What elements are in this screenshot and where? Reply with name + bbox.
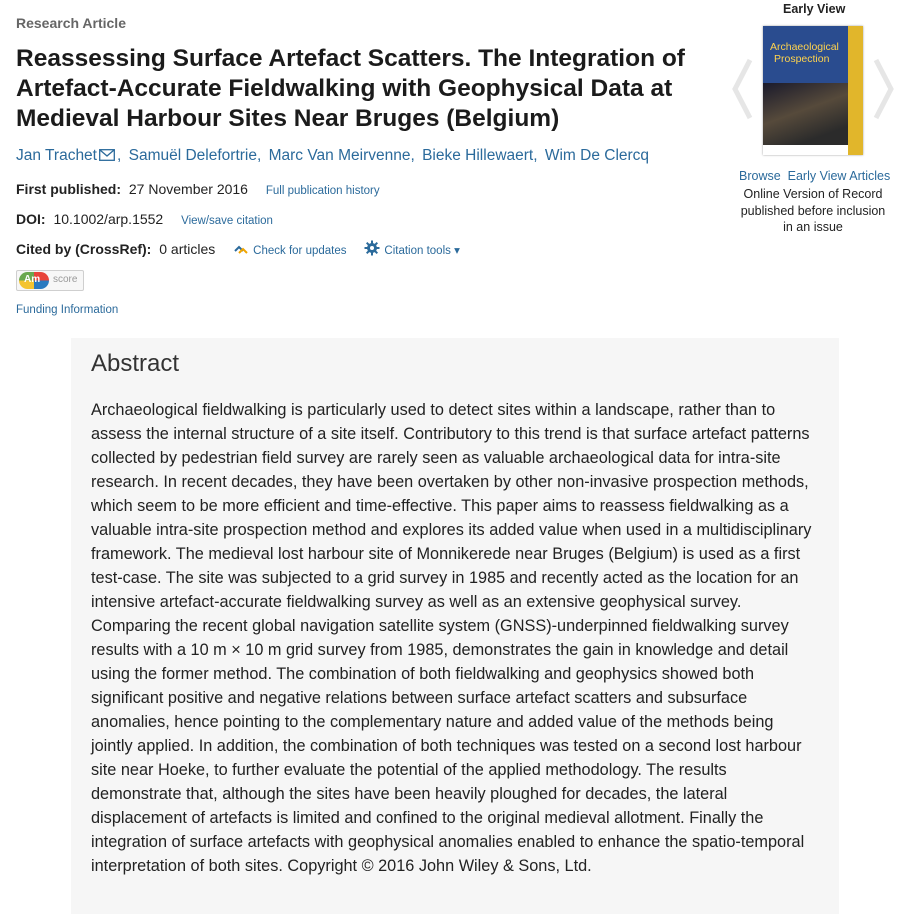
cover-footer <box>763 145 848 155</box>
check-updates-label[interactable]: Check for updates <box>253 245 347 257</box>
browse-prefix[interactable]: Browse <box>739 169 781 183</box>
first-published-date: 27 November 2016 <box>128 181 248 197</box>
cover-photo <box>763 83 848 145</box>
author-link[interactable]: Jan Trachet , <box>16 147 122 164</box>
funding-information-link[interactable]: Funding Information <box>16 304 119 316</box>
cover-stripe <box>848 26 863 155</box>
author-link[interactable]: Bieke Hillewaert, <box>422 147 538 164</box>
crossmark-icon <box>233 244 249 259</box>
abstract-heading: Abstract <box>91 350 180 377</box>
author-link[interactable]: Marc Van Meirvenne, <box>268 147 415 164</box>
check-updates-button[interactable] <box>233 245 346 257</box>
first-published-label: First published: <box>16 181 121 197</box>
altmetric-donut-icon: Am <box>19 272 49 289</box>
first-published-row <box>16 181 380 197</box>
view-citation-link[interactable]: View/save citation <box>181 215 273 227</box>
early-view-articles-link[interactable]: Early View Articles <box>787 169 891 183</box>
cover-title: Archaeological Prospection <box>770 41 839 65</box>
doi-label: DOI: <box>16 211 46 227</box>
doi-value[interactable]: 10.1002/arp.1552 <box>53 211 164 227</box>
article-type-label: Research Article <box>16 15 126 31</box>
cited-by-label: Cited by (CrossRef): <box>16 241 152 257</box>
author-link[interactable]: Wim De Clercq <box>544 147 650 164</box>
abstract-text: Archaeological fieldwalking is particularly used to detect sites within a landscape, rather than to assess the internal structure of a site itself. Contributory to this trend is that surface artefact patterns collected by pedestrian field survey are rarely seen as valuable archaeological data for intra-site research. In recent decades, they have been overtaken by other non-invasive prospection methods, which seem to be more efficient and time-effective. This paper aims to reassess fieldwalking as a valuable intra-site prospection method and explores its added value when used in a multidisciplinary framework. The medieval lost harbour site of Monnikerede near Bruges (Belgium) is used as a first test-case. The site was subjected to a grid survey in 1985 and recently acted as the location for an intensive artefact-accurate fieldwalking survey as well as an extensive geophysical survey. Comparing the recent global navigation satellite system (GNSS)-underpinned fieldwalking survey results with a 10 m × 10 m grid survey from 1985, demonstrates the gain in knowledge and detail using the former method. The combination of both fieldwalking and geophysics showed both significant positive and negative relations between surface artefact scatters and subsurface anomalies, hence pointing to the complementary nature and added value of the methods being jointly applied. In addition, the combination of both techniques was tested on a second lost harbour site near Hoeke, to further evaluate the potential of the applied methodology. The results demonstrate that, although the sites have been heavily ploughed for decades, the lateral displacement of artefacts is limited and confined to the original medieval allotment. Finally the integration of surface artefacts with geophysical anomalies enabled to enhance the spatio-temporal interpretation of both sites. Copyright © 2016 John Wiley & Sons, Ltd. <box>91 401 812 875</box>
citation-tools-button[interactable] <box>364 245 459 257</box>
author-list <box>16 147 652 166</box>
article-title: Reassessing Surface Artefact Scatters. The Integration of Artefact-Accurate Fieldwalking with Geophysical Data at Medieval Harbour Sites Near Bruges (Belgium) <box>16 45 685 132</box>
next-cover-arrow-icon[interactable] <box>873 58 895 120</box>
journal-cover-image[interactable] <box>763 26 863 155</box>
author-name[interactable]: Jan Trachet <box>16 147 97 164</box>
doi-row <box>16 211 273 227</box>
browse-early-view <box>739 169 890 183</box>
citation-tools-label[interactable]: Citation tools <box>384 245 451 257</box>
publication-history-link[interactable]: Full publication history <box>265 185 380 197</box>
gear-icon <box>364 240 380 259</box>
dropdown-caret-icon[interactable]: ▾ <box>454 245 460 257</box>
author-link[interactable]: Samuël Delefortrie, <box>128 147 262 164</box>
cited-by-count: 0 articles <box>159 241 216 257</box>
early-view-label: Early View <box>783 2 846 16</box>
previous-cover-arrow-icon[interactable] <box>731 58 753 120</box>
early-view-description: Online Version of Record published before inclusion in an issue <box>740 187 886 234</box>
email-icon[interactable] <box>99 148 115 166</box>
altmetric-score-label: score <box>53 274 78 285</box>
altmetric-badge[interactable] <box>16 270 84 291</box>
abstract-section <box>71 338 839 914</box>
cited-by-row <box>16 240 460 259</box>
